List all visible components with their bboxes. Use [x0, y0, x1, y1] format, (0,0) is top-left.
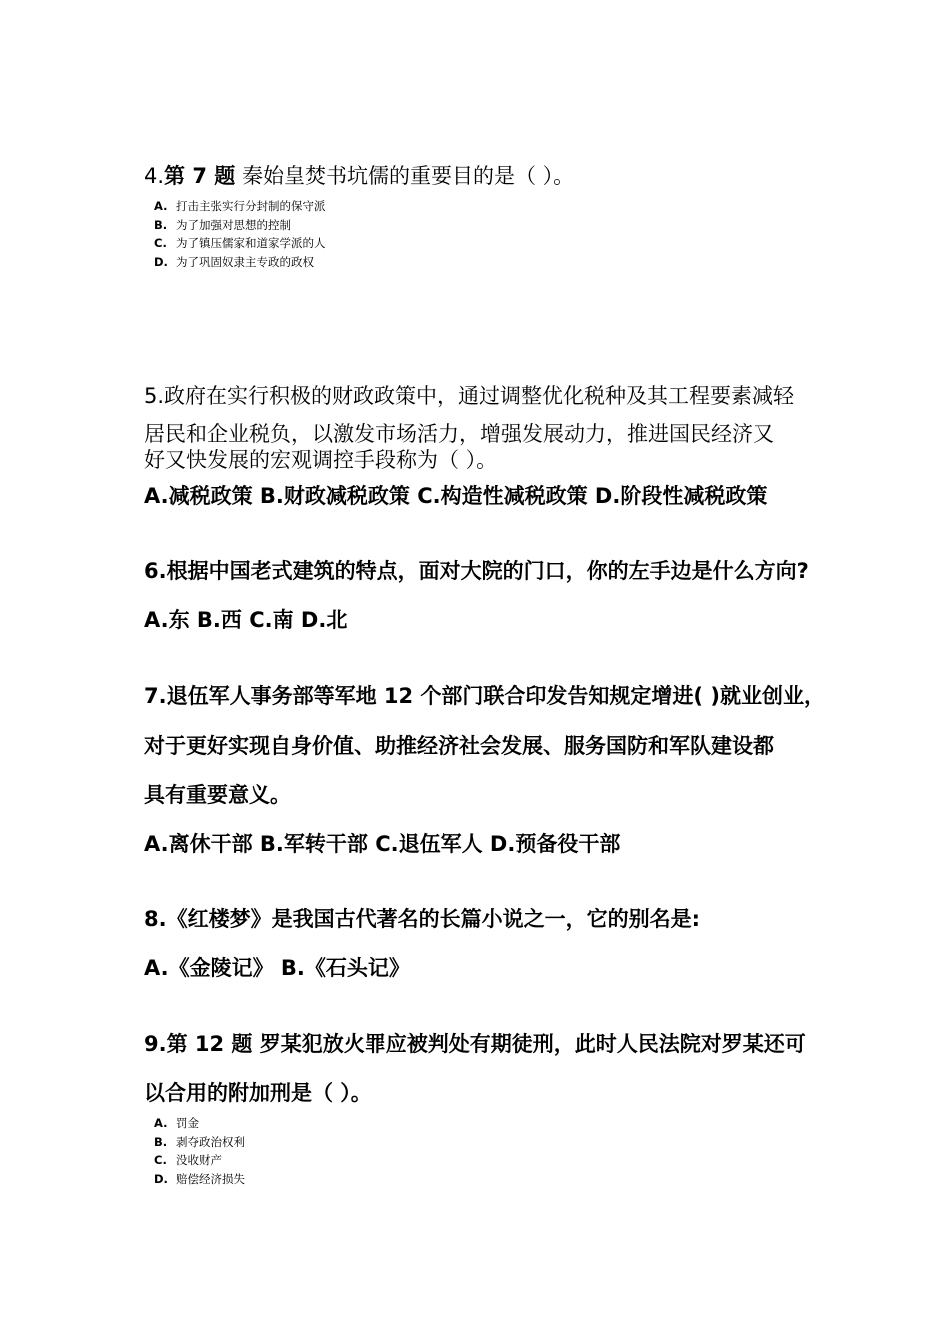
- q9-option-a-text: 罚金: [176, 1116, 199, 1130]
- q4-option-a: [154, 201, 326, 213]
- q5-line-3: 好又快发展的宏观调控手段称为（ ）。: [144, 448, 498, 472]
- q4-option-b-letter: B.: [154, 218, 168, 232]
- q6-stem: 6.根据中国老式建筑的特点，面对大院的门口，你的左手边是什么方向?: [144, 559, 809, 583]
- q5-line-1: 5.政府在实行积极的财政政策中，通过调整优化税种及其工程要素减轻: [144, 384, 795, 408]
- q4-option-d-text: 为了巩固奴隶主专政的政权: [176, 255, 314, 269]
- q4-option-c-letter: C.: [154, 236, 167, 250]
- q8-options: A.《金陵记》 B.《石头记》: [144, 956, 410, 980]
- q8-stem: 8.《红楼梦》是我国古代著名的长篇小说之一，它的别名是:: [144, 907, 700, 931]
- q5-line-2: 居民和企业税负，以激发市场活力，增强发展动力，推进国民经济又: [144, 422, 774, 446]
- q4-option-d-letter: D.: [154, 255, 168, 269]
- q5-options: A.减税政策 B.财政减税政策 C.构造性减税政策 D.阶段性减税政策: [144, 484, 768, 508]
- q4-number: 4.: [144, 164, 165, 188]
- q9-option-a: [154, 1118, 199, 1130]
- q9-line-2: 以合用的附加刑是（ ）。: [144, 1081, 372, 1105]
- q7-options: A.离休干部 B.军转干部 C.退伍军人 D.预备役干部: [144, 832, 621, 856]
- q9-option-d-text: 赔偿经济损失: [176, 1172, 245, 1186]
- q4-option-a-text: 打击主张实行分封制的保守派: [176, 199, 326, 213]
- q4-label: 第 7 题: [164, 164, 236, 188]
- q9-line-1: 9.第 12 题 罗某犯放火罪应被判处有期徒刑，此时人民法院对罗某还可: [144, 1032, 806, 1056]
- q9-option-b-letter: B.: [154, 1135, 168, 1149]
- q4-option-c: [154, 238, 326, 250]
- q4-option-b-text: 为了加强对思想的控制: [176, 218, 291, 232]
- q9-option-a-letter: A.: [154, 1116, 168, 1130]
- q9-option-c-text: 没收财产: [176, 1153, 222, 1167]
- q4-option-c-text: 为了镇压儒家和道家学派的人: [176, 236, 326, 250]
- q9-option-d-letter: D.: [154, 1172, 168, 1186]
- q4-option-a-letter: A.: [154, 199, 168, 213]
- q7-line-2: 对于更好实现自身价值、助推经济社会发展、服务国防和军队建设都: [144, 734, 774, 758]
- q6-options: A.东 B.西 C.南 D.北: [144, 608, 348, 632]
- q7-line-3: 具有重要意义。: [144, 783, 291, 807]
- q7-line-1: 7.退伍军人事务部等军地 12 个部门联合印发告知规定增进( )就业创业，: [144, 684, 825, 708]
- q4-stem: [144, 166, 574, 187]
- q4-option-d: [154, 257, 314, 269]
- q9-option-c: [154, 1155, 222, 1167]
- q9-option-d: [154, 1174, 245, 1186]
- q9-option-b: [154, 1137, 245, 1149]
- q4-option-b: [154, 220, 291, 232]
- q9-option-c-letter: C.: [154, 1153, 167, 1167]
- q9-option-b-text: 剥夺政治权利: [176, 1135, 245, 1149]
- q4-stem-text: 秦始皇焚书坑儒的重要目的是（ ）。: [235, 164, 575, 188]
